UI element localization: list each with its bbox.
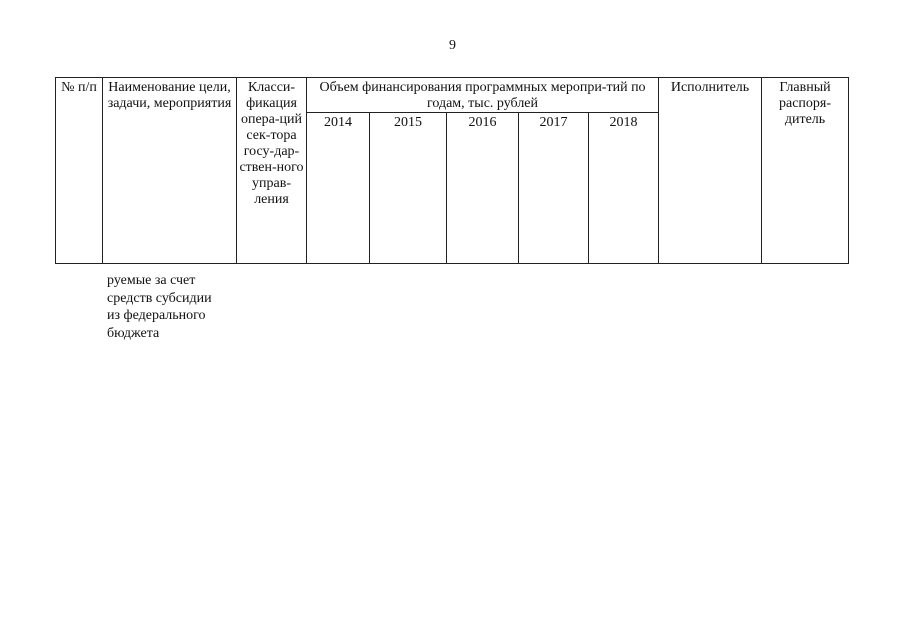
page-number: 9 bbox=[449, 38, 456, 53]
column-header-name: Наименование цели, задачи, мероприятия bbox=[103, 78, 237, 264]
continuation-line: руемые за счет bbox=[107, 273, 196, 288]
header-row-1 bbox=[56, 78, 849, 113]
continuation-line: из федерального bbox=[107, 308, 206, 323]
continuation-line: бюджета bbox=[107, 325, 160, 341]
column-header-classification: Класси-фикация опера-ций сек-тора госу-дар-ствен-ного управ-ления bbox=[237, 78, 307, 264]
financing-table bbox=[55, 77, 849, 264]
column-header-number: № п/п bbox=[56, 78, 103, 264]
column-header-manager: Главный распоря-дитель bbox=[762, 78, 849, 264]
column-header-year: 2014 bbox=[307, 113, 370, 264]
column-header-financing: Объем финансирования программных меропри-тий по годам, тыс. рублей bbox=[307, 78, 659, 113]
column-header-year: 2018 bbox=[589, 113, 659, 264]
column-header-executor: Исполнитель bbox=[659, 78, 762, 264]
continuation-line: средств субсидии bbox=[107, 290, 212, 306]
column-header-year: 2015 bbox=[370, 113, 447, 264]
column-header-year: 2016 bbox=[447, 113, 519, 264]
continuation-text bbox=[107, 272, 247, 342]
column-header-year: 2017 bbox=[519, 113, 589, 264]
